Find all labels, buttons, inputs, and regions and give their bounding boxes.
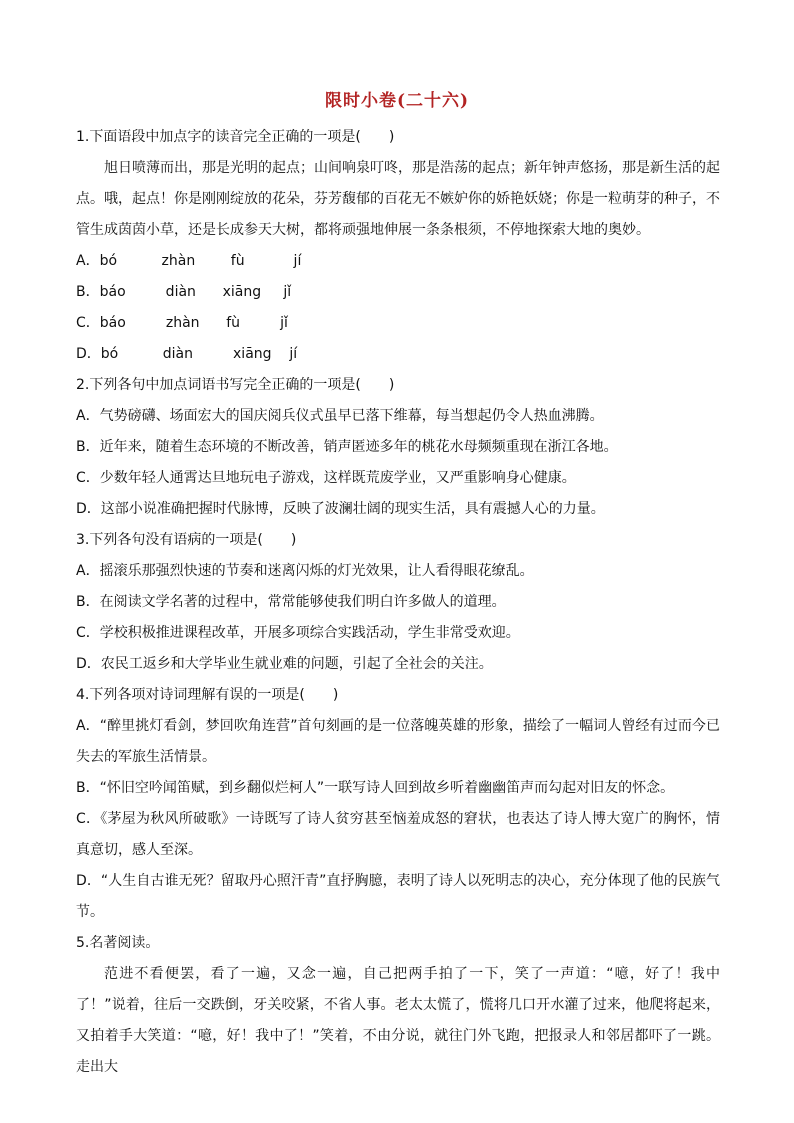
question-1-option-b: B．báo diàn xiāng jǐ [76, 284, 292, 300]
question-3-option-c: C．学校积极推进课程改革，开展多项综合实践活动，学生非常受欢迎。 [76, 625, 520, 641]
question-5-stem: 5.名著阅读。 [76, 935, 160, 951]
question-4-option-c: C．《茅屋为秋风所破歌》一诗既写了诗人贫穷甚至恼羞成怒的窘状，也表达了诗人博大宽广的胸怀，情真意切，感人至深。 [76, 811, 720, 858]
question-1-option-d: D．bó diàn xiāng jí [76, 346, 298, 362]
question-1-stem: 1.下面语段中加点字的读音完全正确的一项是( ) [76, 129, 395, 145]
question-3-option-b: B．在阅读文学名著的过程中，常常能够使我们明白许多做人的道理。 [76, 594, 506, 610]
question-2-option-b: B．近年来，随着生态环境的不断改善，销声匿迹多年的桃花水母频频重现在浙江各地。 [76, 439, 618, 455]
page-title: 限时小卷(二十六) [324, 91, 470, 111]
question-3-stem: 3.下列各句没有语病的一项是( ) [76, 532, 297, 548]
question-1-option-c: C．báo zhàn fù jǐ [76, 315, 288, 331]
question-2-option-a: A．气势磅礴、场面宏大的国庆阅兵仪式虽早已落下维幕，每当想起仍令人热血沸腾。 [76, 408, 604, 424]
question-5-passage: 范进不看便罢，看了一遍，又念一遍，自己把两手拍了一下，笑了一声道：“噫，好了！我中了！”说着，往后一交跌倒，牙关咬紧，不省人事。老太太慌了，慌将几口开水灌了过来，他爬将起来，又拍着手大笑道：“噫，好！我中了！”笑着，不由分说，就往门外飞跑，把报录人和邻居都吓了一跳。走出大 [76, 966, 720, 1075]
question-4-option-b: B．“怀旧空吟闻笛赋，到乡翻似烂柯人”一联写诗人回到故乡听着幽幽笛声而勾起对旧友的怀念。 [76, 780, 675, 796]
question-4-option-d: D．“人生自古谁无死？留取丹心照汗青”直抒胸臆，表明了诗人以死明志的决心，充分体现了他的民族气节。 [76, 873, 720, 920]
question-2-stem: 2.下列各句中加点词语书写完全正确的一项是( ) [76, 377, 395, 393]
question-3-option-d: D．农民工返乡和大学毕业生就业难的问题，引起了全社会的关注。 [76, 656, 493, 672]
question-3-option-a: A．摇滚乐那强烈快速的节奏和迷离闪烁的灯光效果，让人看得眼花缭乱。 [76, 563, 534, 579]
question-4-stem: 4.下列各项对诗词理解有误的一项是( ) [76, 687, 339, 703]
question-4-option-a: A．“醉里挑灯看剑，梦回吹角连营”首句刻画的是一位落魄英雄的形象，描绘了一幅词人曾经有过而今已失去的军旅生活情景。 [76, 718, 720, 765]
question-2-option-c: C．少数年轻人通霄达旦地玩电子游戏，这样既荒废学业，又严重影响身心健康。 [76, 470, 576, 486]
exam-content [76, 122, 720, 1083]
question-1-passage: 旭日喷薄而出，那是光明的起点；山间响泉叮咚，那是浩荡的起点；新年钟声悠扬，那是新生活的起点。哦，起点！你是刚刚绽放的花朵，芬芳馥郁的百花无不嫉妒你的娇艳妖娆；你是一粒萌芽的种子，不管生成茵茵小草，还是长成参天大树，都将顽强地伸展一条条根须，不停地探索大地的奥妙。 [76, 160, 720, 238]
question-2-option-d: D．这部小说准确把握时代脉博，反映了波澜壮阔的现实生活，具有震撼人心的力量。 [76, 501, 605, 517]
question-1-option-a: A．bó zhàn fù jí [76, 253, 302, 269]
